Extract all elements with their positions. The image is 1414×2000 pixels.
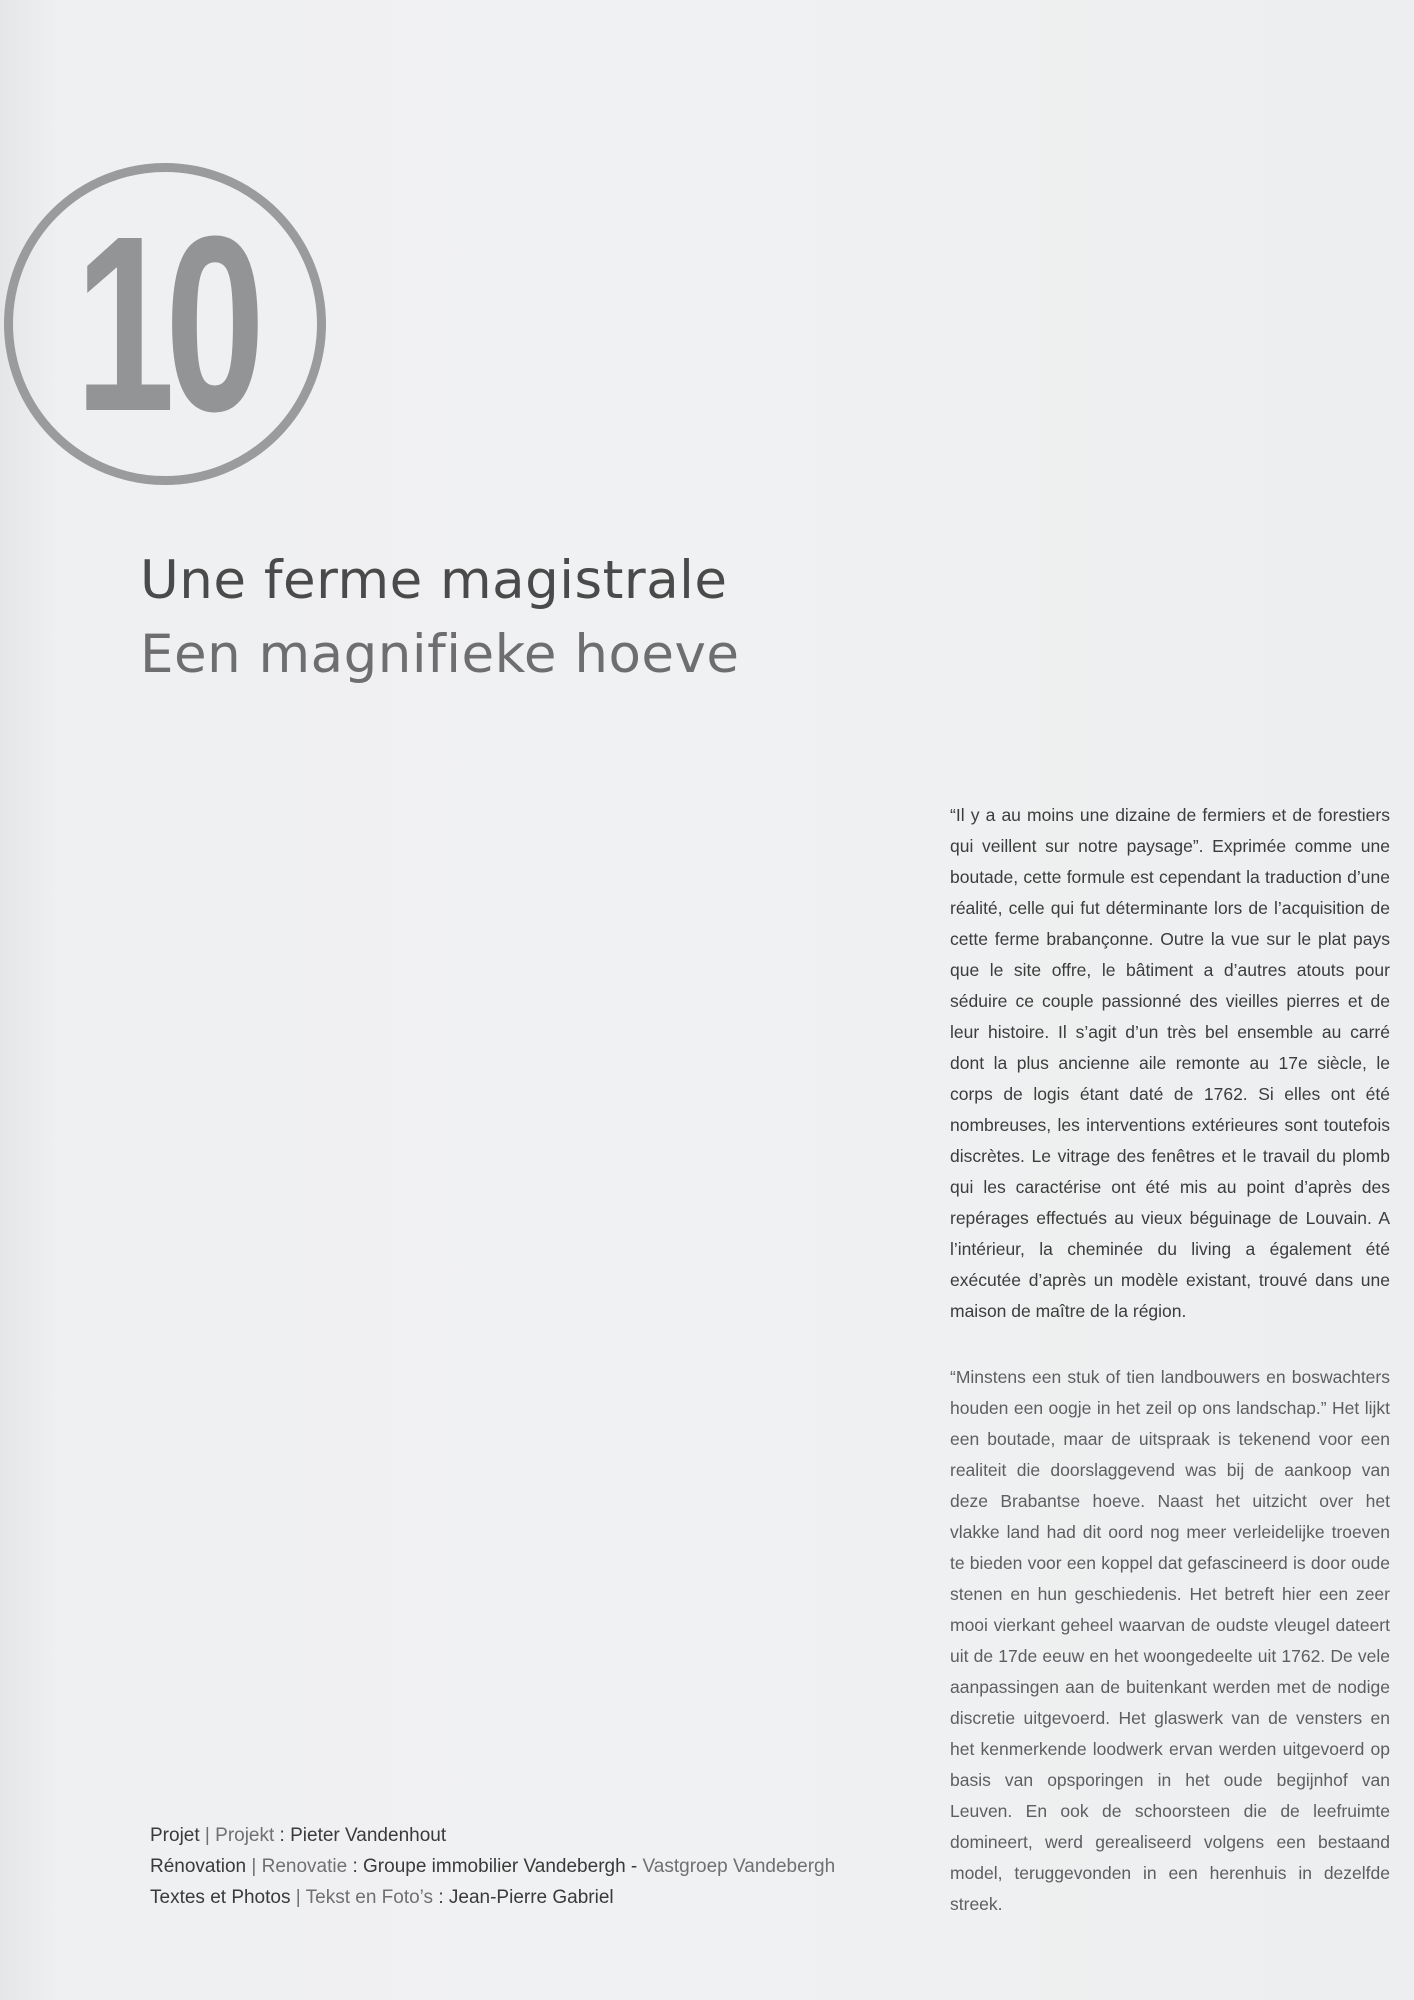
chapter-number: 10 bbox=[74, 184, 256, 463]
credit-texts-value: Jean-Pierre Gabriel bbox=[448, 1887, 614, 1908]
body-text-dutch: “Minstens een stuk of tien landbouwers en boswachters houden een oogje in het zeil op ons landschap.” Het lijkt een boutade, maar de uitspraak is tekenend voor een realiteit die doorslaggevend was bij de aankoop van deze Brabantse hoeve. Naast het uitzicht over het vlakke land had dit oord nog meer verleidelijke troeven te bieden voor een koppel dat gefascineerd is door oude stenen en hun geschiedenis. Het betreft hier een zeer mooi vierkant geheel waarvan de oudste vleugel dateert uit de 17de eeuw en het woongedeelte uit 1762. De vele aanpassingen aan de buitenkant werden met de nodige discretie uitgevoerd. Het glaswerk van de vensters en het kenmerkende loodwerk ervan werden uitgevoerd op basis van opsporingen in het oude begijnhof van Leuven. En ook de schoorsteen die de leefruimte domineert, werd gerealiseerd volgens een bestaand model, teruggevonden in een herenhuis in dezelfde streek. bbox=[950, 1367, 1390, 1914]
credit-renovation-value-fr: Groupe immobilier Vandebergh bbox=[363, 1856, 626, 1877]
credit-separator: | bbox=[246, 1856, 262, 1877]
credit-renovation bbox=[150, 1851, 910, 1882]
credit-colon: : bbox=[274, 1825, 291, 1846]
credit-texts-label-fr: Textes et Photos bbox=[150, 1887, 291, 1908]
title-dutch: Een magnifieke hoeve bbox=[140, 624, 740, 685]
credit-separator: | bbox=[290, 1887, 306, 1908]
title-french: Une ferme magistrale bbox=[140, 550, 728, 611]
credit-renovation-label-fr: Rénovation bbox=[150, 1856, 247, 1877]
credit-project bbox=[150, 1820, 910, 1851]
credit-renovation-label-nl: Renovatie bbox=[261, 1856, 348, 1877]
credit-separator: | bbox=[199, 1825, 216, 1846]
credit-colon: : bbox=[433, 1887, 449, 1908]
credit-project-label-nl: Projekt bbox=[215, 1825, 275, 1846]
credit-renovation-value-nl: Vastgroep Vandebergh bbox=[642, 1856, 836, 1877]
credits bbox=[150, 1820, 910, 1913]
credit-texts bbox=[150, 1882, 910, 1913]
credit-project-label-fr: Projet bbox=[150, 1825, 200, 1846]
credit-dash: - bbox=[625, 1856, 643, 1877]
credit-texts-label-nl: Tekst en Foto’s bbox=[305, 1887, 434, 1908]
body-text-french: “Il y a au moins une dizaine de fermiers et de forestiers qui veillent sur notre paysage”. Exprimée comme une boutade, cette formule est cependant la traduction d’une réalité, celle qui fut déterminante lors de l’acquisition de cette ferme brabançonne. Outre la vue sur le plat pays que le site offre, le bâtiment a d’autres atouts pour séduire ce couple passionné des vieilles pierres et de leur histoire. Il s’agit d’un très bel ensemble au carré dont la plus ancienne aile remonte au 17e siècle, le corps de logis étant daté de 1762. Si elles ont été nombreuses, les interventions extérieures sont toutefois discrètes. Le vitrage des fenêtres et le travail du plomb qui les caractérise ont été mis au point d’après des repérages effectués au vieux béguinage de Louvain. A l’intérieur, la cheminée du living a également été exécutée d’après un modèle existant, trouvé dans une maison de maître de la région. bbox=[950, 805, 1390, 1321]
credit-project-value: Pieter Vandenhout bbox=[290, 1825, 447, 1846]
chapter-number-circle bbox=[4, 163, 326, 485]
credit-colon: : bbox=[347, 1856, 364, 1877]
